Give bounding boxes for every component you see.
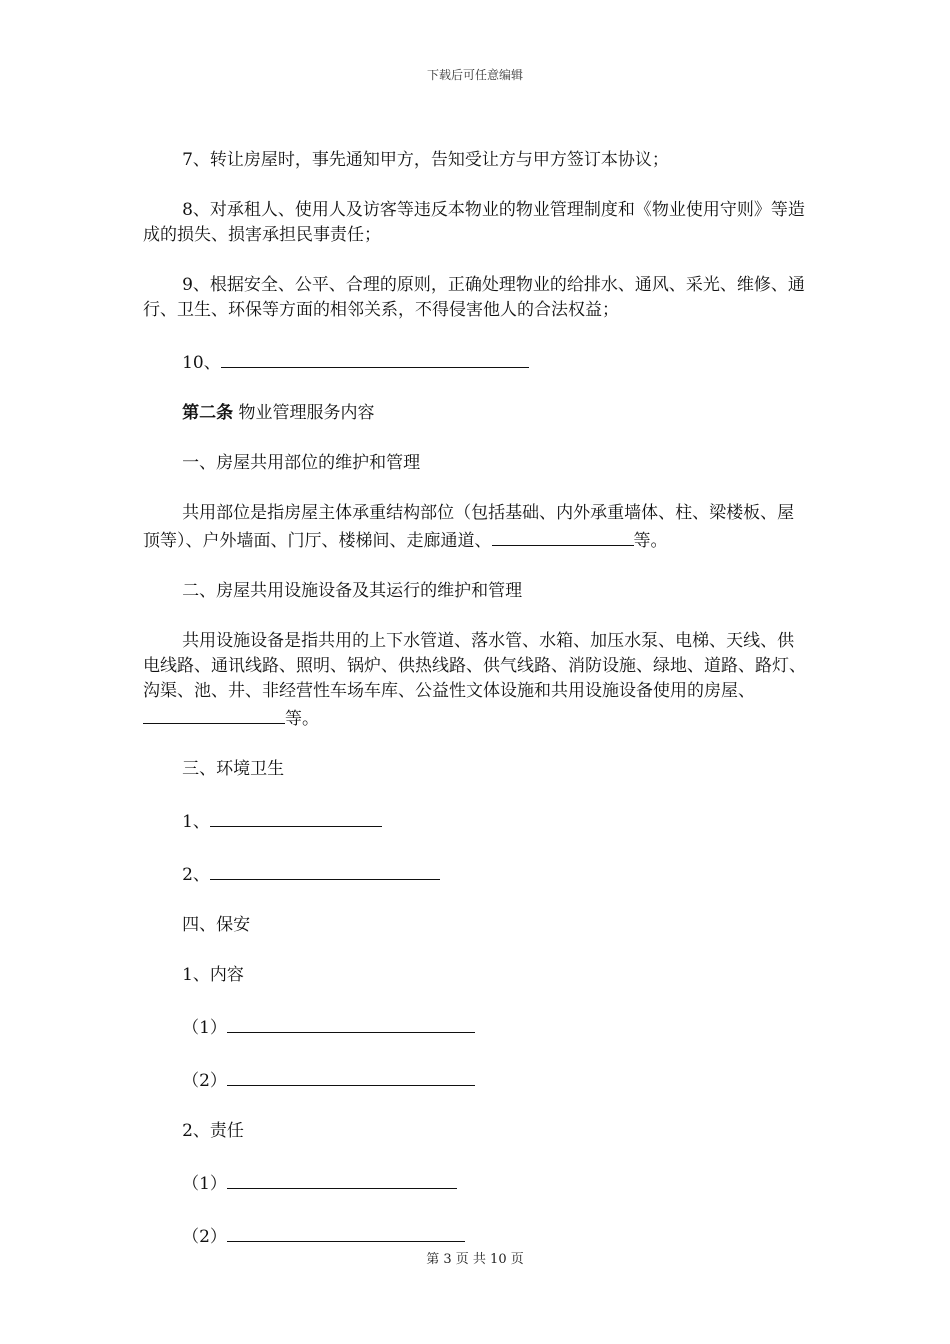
page-footer: 第 3 页 共 10 页	[426, 1252, 524, 1267]
item-label: （2）	[182, 1227, 227, 1247]
item-label: 1、	[182, 812, 210, 832]
section-4-item-2b	[143, 1222, 808, 1250]
paragraph-8: 8、对承租人、使用人及访客等违反本物业的物业管理制度和《物业使用守则》等造成的损失、损害承担民事责任；	[143, 200, 805, 245]
section-4-item-2a	[143, 1169, 808, 1197]
paragraph-9: 9、根据安全、公平、合理的原则，正确处理物业的给排水、通风、采光、维修、通行、卫生、环保等方面的相邻关系，不得侵害他人的合法权益；	[143, 275, 805, 320]
blank-line	[143, 704, 285, 724]
blank-line	[221, 348, 529, 368]
section-4-item-1: 1、内容	[182, 965, 244, 985]
section-1-body	[143, 501, 808, 554]
section-3-heading: 三、环境卫生	[182, 759, 285, 779]
blank-line	[492, 526, 634, 546]
section-3-item-1	[143, 807, 808, 835]
section-3-item-2	[143, 860, 808, 888]
document-body	[143, 148, 808, 1275]
blank-line	[227, 1066, 475, 1086]
blank-line	[210, 860, 440, 880]
item-label: （2）	[182, 1071, 227, 1091]
article-2-title: 第二条	[182, 403, 234, 423]
blank-line	[227, 1222, 465, 1242]
section-2-end: 等。	[285, 709, 319, 729]
page-header: 下载后可任意编辑	[426, 68, 523, 82]
section-2-heading: 二、房屋共用设施设备及其运行的维护和管理	[182, 581, 523, 601]
section-4-item-1a	[143, 1013, 808, 1041]
article-2-text: 物业管理服务内容	[233, 403, 375, 423]
section-1-end: 等。	[633, 531, 668, 551]
paragraph-10-label: 10、	[182, 353, 221, 373]
section-2-text: 共用设施设备是指共用的上下水管道、落水管、水箱、加压水泵、电梯、天线、供电线路、通讯线路、照明、锅炉、供热线路、供气线路、消防设施、绿地、道路、路灯、沟渠、池、井、非经营性车场车库、公益性文体设施和共用设施设备使用的房屋、	[143, 631, 806, 701]
paragraph-7: 7、转让房屋时，事先通知甲方，告知受让方与甲方签订本协议；	[182, 150, 669, 170]
section-2-body	[143, 629, 808, 732]
blank-line	[227, 1013, 475, 1033]
section-1-text: 共用部位是指房屋主体承重结构部位（包括基础、内外承重墙体、柱、梁楼板、屋顶等）、户外墙面、门厅、楼梯间、走廊通道、	[143, 503, 795, 551]
section-4-item-2: 2、责任	[182, 1121, 244, 1141]
paragraph-10	[143, 348, 808, 376]
item-label: （1）	[182, 1018, 227, 1038]
section-4-heading: 四、保安	[182, 915, 251, 935]
blank-line	[210, 807, 382, 827]
blank-line	[227, 1169, 457, 1189]
item-label: 2、	[182, 865, 210, 885]
section-1-heading: 一、房屋共用部位的维护和管理	[182, 453, 421, 473]
section-4-item-1b	[143, 1066, 808, 1094]
article-2-heading	[143, 401, 808, 426]
item-label: （1）	[182, 1174, 227, 1194]
